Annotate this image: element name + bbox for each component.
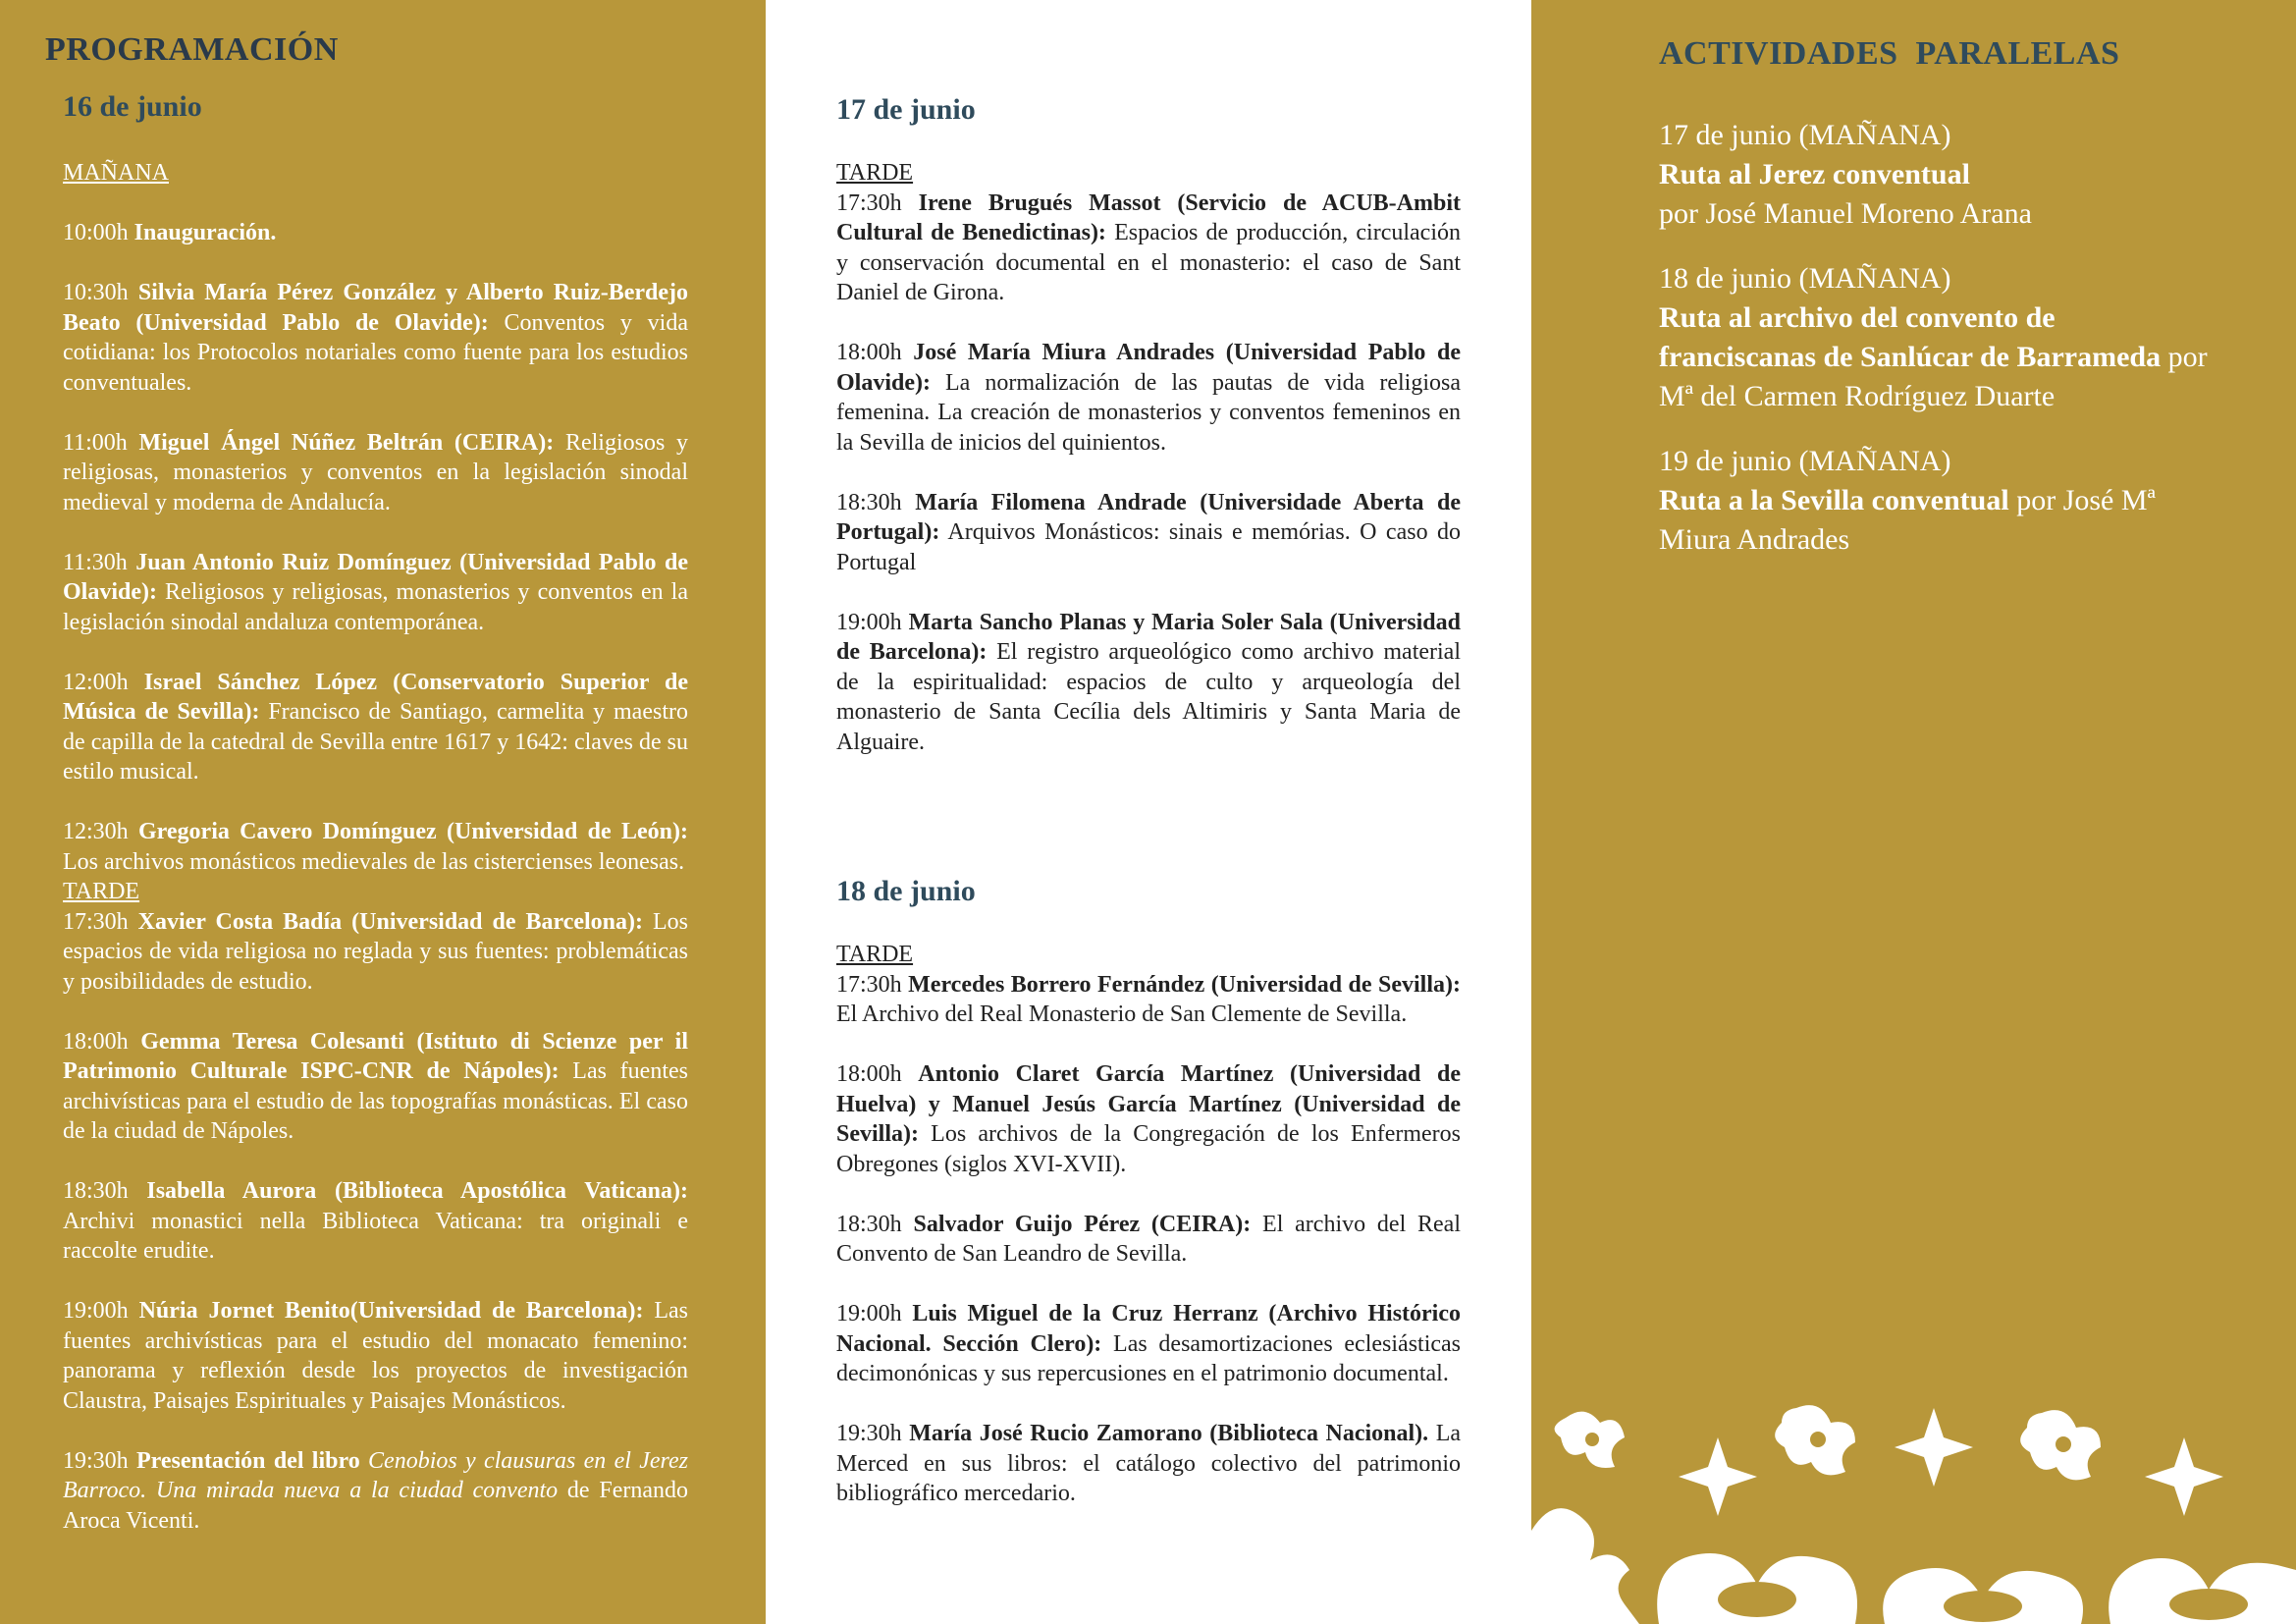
entry-time: 19:00h — [63, 1298, 139, 1324]
entry-time: 19:30h — [836, 1421, 910, 1446]
entry-speaker: Xavier Costa Badía (Universidad de Barcelona): — [137, 908, 644, 935]
schedule-entry — [836, 608, 1461, 758]
schedule-18-junio — [836, 940, 1461, 1509]
date-16-junio: 16 de junio — [63, 90, 202, 123]
entry-speaker: Marta Sancho Planas y Maria Soler Sala (Universidad de Barcelona): — [836, 609, 1461, 665]
entry-description: Arquivos Monásticos: sinais e memórias. O caso do Portugal — [836, 519, 1461, 575]
schedule-entry — [63, 1446, 688, 1537]
entry-description: El archivo del Real Convento de San Leandro de Sevilla. — [836, 1211, 1461, 1267]
section-title: TARDE — [836, 160, 914, 186]
entry-time: 17:30h — [836, 971, 909, 998]
entry-description: Francisco de Santiago, carmelita y maestro de capilla de la catedral de Sevilla entre 1617 y 1642: claves de su estilo musical. — [63, 699, 688, 785]
activity-guide: por Mª del Carmen Rodríguez Duarte — [1659, 341, 2208, 412]
entry-time: 17:30h — [63, 908, 138, 935]
entry-speaker: Presentación del libro — [135, 1447, 360, 1474]
entry-description: Religiosos y religiosas, monasterios y conventos en la legislación sinodal medieval y moderna de Andalucía. — [63, 429, 688, 515]
activity-item — [1659, 116, 2209, 234]
spacer — [63, 1416, 688, 1446]
entry-book-title: Cenobios y clausuras en el Jerez Barroco. Una mirada nueva a la ciudad convento — [63, 1447, 688, 1503]
entry-speaker: María José Rucio Zamorano (Biblioteca Nacional). — [909, 1421, 1429, 1446]
entry-speaker: Miguel Ángel Núñez Beltrán (CEIRA): — [138, 429, 555, 456]
schedule-entry — [836, 1059, 1461, 1179]
entry-speaker: Antonio Claret García Martínez (Universidad de Huelva) y Manuel Jesús García Martínez (Universidad de Sevilla): — [836, 1061, 1461, 1147]
section-title: MAÑANA — [63, 160, 169, 186]
entry-speaker: Silvia María Pérez González y Alberto Ruiz-Berdejo Beato (Universidad Pablo de Olavide): — [63, 280, 689, 336]
entry-time: 17:30h — [836, 189, 919, 216]
schedule-entry — [63, 1296, 688, 1416]
activity-title: Ruta al Jerez conventual — [1659, 158, 1970, 190]
entry-time: 18:30h — [836, 1211, 914, 1237]
spacer — [836, 1270, 1461, 1300]
section-label — [836, 940, 1461, 970]
entry-time: 19:00h — [836, 609, 909, 635]
entry-description: Los archivos monásticos medievales de las cistercienses leonesas. — [63, 848, 685, 875]
entry-time: 18:30h — [836, 489, 916, 515]
entry-description: El Archivo del Real Monasterio de San Clemente de Sevilla. — [836, 1001, 1408, 1027]
activity-date: 17 de junio (MAÑANA) — [1659, 119, 1951, 151]
schedule-entry — [836, 1210, 1461, 1270]
spacer — [63, 997, 688, 1027]
entry-time: 11:00h — [63, 429, 139, 456]
entry-speaker: Inauguración. — [133, 220, 277, 245]
middle-panel — [766, 0, 1531, 1624]
schedule-entry — [836, 338, 1461, 458]
schedule-entry — [836, 1299, 1461, 1389]
entry-time: 18:00h — [63, 1028, 141, 1055]
program-heading: PROGRAMACIÓN — [45, 31, 339, 68]
spacer — [836, 577, 1461, 608]
entry-speaker: Núria Jornet Benito(Universidad de Barcelona): — [138, 1298, 644, 1324]
entry-description: Las fuentes archivísticas para el estudio del monacato femenino: panorama y reflexión desde los proyectos de investigación Claustra, Paisajes Espirituales y Paisajes Monásticos. — [63, 1298, 689, 1414]
entry-time: 12:30h — [63, 819, 138, 844]
entry-description: El registro arqueológico como archivo material de la espiritualidad: espacios de culto y arqueología del monasterio de Santa Cecília dels Altimiris y Santa Maria de Alguaire. — [836, 639, 1461, 755]
spacer — [63, 517, 688, 548]
entry-time: 19:00h — [836, 1301, 913, 1326]
spacer — [63, 1267, 688, 1297]
entry-speaker: Mercedes Borrero Fernández (Universidad de Sevilla): — [908, 971, 1461, 998]
entry-speaker: Irene Brugués Massot (Servicio de ACUB-Ambit Cultural de Benedictinas): — [836, 189, 1461, 245]
schedule-entry — [63, 1027, 688, 1147]
schedule-entry — [836, 1419, 1461, 1509]
entry-speaker: María Filomena Andrade (Universidade Aberta de Portugal): — [836, 489, 1462, 545]
spacer — [836, 458, 1461, 488]
entry-description: Espacios de producción, circulación y conservación documental en el monasterio: el caso de Sant Daniel de Girona. — [836, 220, 1461, 305]
entry-time: 18:00h — [836, 340, 914, 365]
entry-description: La Merced en sus libros: el catálogo colectivo del patrimonio bibliográfico mercedario. — [836, 1421, 1462, 1506]
schedule-entry — [63, 817, 688, 877]
activity-title-line — [1659, 481, 2209, 560]
activities-heading: ACTIVIDADES PARALELAS — [1659, 35, 2120, 72]
entry-speaker: Isabella Aurora (Biblioteca Apostólica Vaticana): — [146, 1178, 689, 1204]
section-title: TARDE — [836, 942, 914, 967]
entry-time: 18:00h — [836, 1061, 919, 1087]
entry-description: Las desamortizaciones eclesiásticas decimonónicas y sus repercusiones en el patrimonio documental. — [836, 1330, 1462, 1386]
spacer — [63, 1147, 688, 1177]
ornament-pattern — [1531, 1398, 2296, 1624]
activity-item — [1659, 259, 2209, 416]
activity-title: Ruta al archivo del convento de franciscanas de Sanlúcar de Barrameda — [1659, 301, 2162, 373]
schedule-entry — [63, 548, 688, 638]
entry-description: La normalización de las pautas de vida religiosa femenina. La creación de monasterios y conventos femeninos en la Sevilla de inicios del quinientos. — [836, 369, 1461, 456]
entry-description: de Fernando Aroca Vicenti. — [63, 1478, 688, 1534]
entry-description: Conventos y vida cotidiana: los Protocolos notariales como fuente para los estudios conventuales. — [63, 309, 688, 396]
activity-title-line — [1659, 298, 2209, 416]
schedule-16-junio — [63, 158, 688, 1536]
entry-speaker: Israel Sánchez López (Conservatorio Superior de Música de Sevilla): — [63, 669, 688, 725]
entry-time: 12:00h — [63, 669, 144, 695]
activity-guide: por José Mª Miura Andrades — [1659, 484, 2156, 556]
section-label — [63, 158, 688, 189]
entry-time: 11:30h — [63, 549, 136, 575]
activity-date: 18 de junio (MAÑANA) — [1659, 262, 1951, 295]
schedule-entry — [63, 907, 688, 998]
section-label — [836, 158, 1461, 189]
entry-speaker: Gemma Teresa Colesanti (Istituto di Scienze per il Patrimonio Culturale ISPC-CNR de Nápoles): — [63, 1028, 689, 1084]
entry-time: 19:30h — [63, 1447, 136, 1474]
spacer — [836, 1389, 1461, 1420]
spacer — [63, 398, 688, 428]
schedule-entry — [63, 278, 688, 398]
activity-item — [1659, 442, 2209, 560]
date-17-junio: 17 de junio — [836, 93, 976, 126]
activity-date: 19 de junio (MAÑANA) — [1659, 445, 1951, 477]
spacer — [836, 308, 1461, 339]
entry-description: Los espacios de vida religiosa no reglada y sus fuentes: problemáticas y posibilidades de estudio. — [63, 908, 688, 995]
entry-description: Religiosos y religiosas, monasterios y conventos en la legislación sinodal andaluza contemporánea. — [63, 579, 688, 635]
right-panel — [1531, 0, 2296, 1624]
schedule-entry — [63, 428, 688, 518]
entry-speaker: Luis Miguel de la Cruz Herranz (Archivo Histórico Nacional. Sección Clero): — [836, 1301, 1461, 1357]
entry-description: Archivi monastici nella Biblioteca Vaticana: tra originali e raccolte erudite. — [63, 1208, 688, 1264]
spacer — [836, 1179, 1461, 1210]
entry-speaker: Juan Antonio Ruiz Domínguez (Universidad Pablo de Olavide): — [63, 549, 689, 605]
entry-time: 10:30h — [63, 280, 138, 305]
spacer — [836, 1030, 1461, 1060]
spacer — [63, 787, 688, 818]
spacer — [63, 189, 688, 219]
activity-guide: por José Manuel Moreno Arana — [1659, 197, 2032, 230]
entry-description: Las fuentes archivísticas para el estudio de las topografías monásticas. El caso de la ciudad de Nápoles. — [63, 1058, 688, 1144]
entry-speaker: José María Miura Andrades (Universidad Pablo de Olavide): — [836, 340, 1461, 396]
left-panel — [0, 0, 766, 1624]
entry-speaker: Gregoria Cavero Domínguez (Universidad de León): — [138, 819, 688, 844]
activities-list — [1659, 116, 2209, 585]
entry-time: 10:00h — [63, 220, 134, 245]
schedule-17-junio — [836, 158, 1461, 757]
schedule-entry — [836, 970, 1461, 1030]
schedule-entry — [836, 488, 1461, 578]
spacer — [63, 637, 688, 668]
date-18-junio: 18 de junio — [836, 875, 976, 907]
entry-time: 18:30h — [63, 1178, 147, 1204]
entry-description: Los archivos de la Congregación de los Enfermeros Obregones (siglos XVI-XVII). — [836, 1121, 1461, 1177]
schedule-entry — [63, 1176, 688, 1267]
entry-speaker: Salvador Guijo Pérez (CEIRA): — [913, 1211, 1252, 1237]
spacer — [63, 248, 688, 279]
section-title: TARDE — [63, 879, 140, 904]
schedule-entry — [63, 218, 688, 248]
activity-title-line — [1659, 155, 2209, 234]
section-label — [63, 877, 688, 907]
schedule-entry — [836, 189, 1461, 308]
activity-title: Ruta a la Sevilla conventual — [1659, 484, 2009, 516]
schedule-entry — [63, 668, 688, 787]
